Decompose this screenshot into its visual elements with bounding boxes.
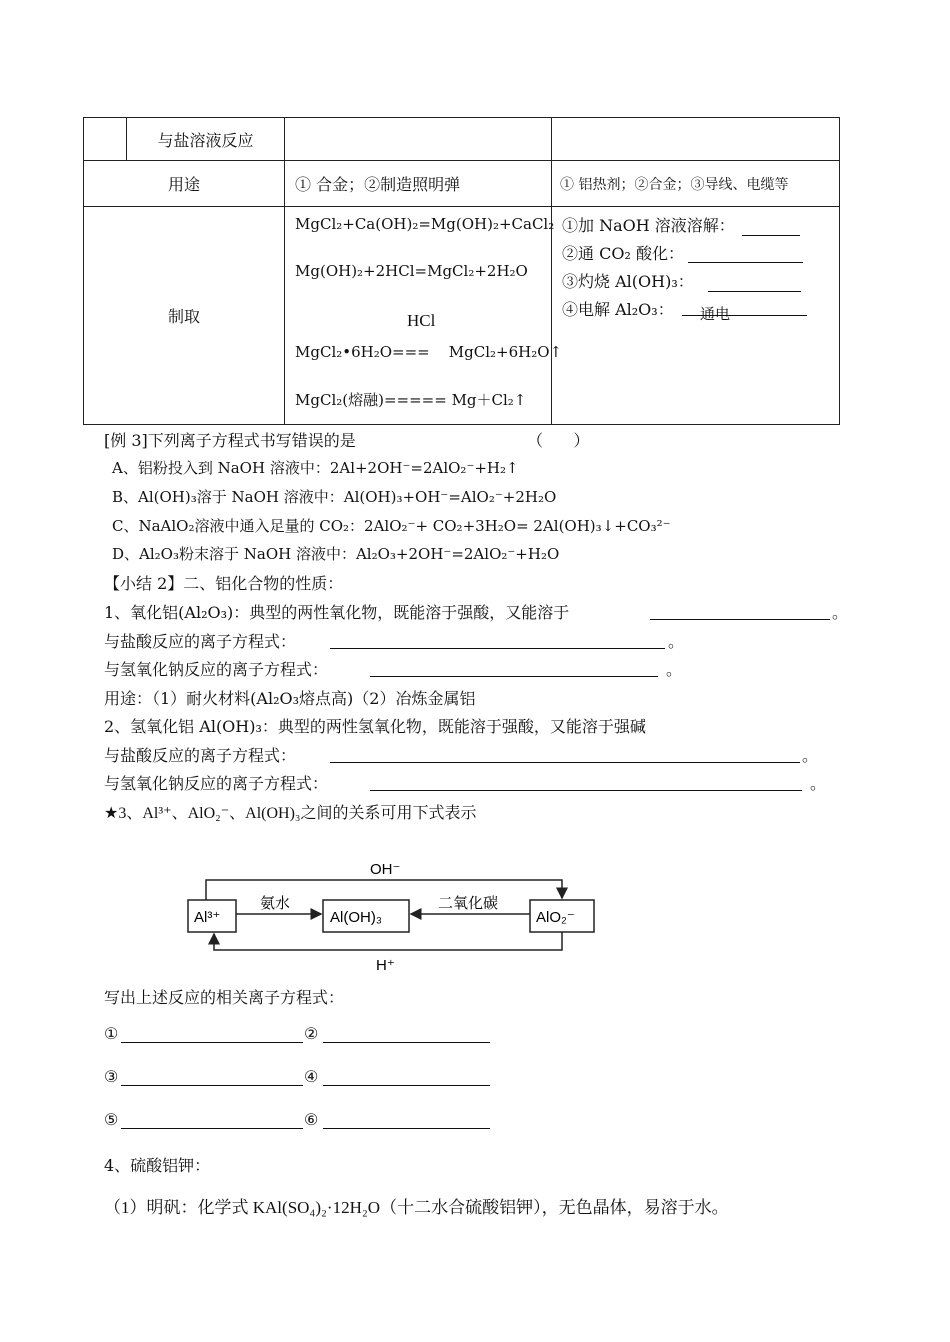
period-1: 。 [668, 632, 685, 651]
table-cell-al-prep [552, 207, 840, 425]
use-text: 用途：（1）耐火材料(Al₂O₃熔点高)（2）冶炼金属铝 [104, 689, 476, 708]
option-a[interactable]: A、铝粉投入到 NaOH 溶液中：2Al+2OH⁻=2AlO₂⁻+H₂↑ [112, 459, 519, 477]
aloh3-label: Al(OH)₃ [330, 909, 382, 926]
table-cell-mg-use [285, 161, 552, 207]
summary-s2: 2、氢氧化铝 Al(OH)₃：典型的两性氢氧化物，既能溶于强酸，又能溶于强碱 [104, 717, 646, 736]
aluminum-relationship-diagram [180, 850, 610, 975]
al-step1-blank [742, 235, 800, 236]
s1-period: 。 [832, 603, 849, 622]
mg-eq3: MgCl₂•6H₂O=== MgCl₂+6H₂O↑ [295, 343, 563, 361]
blank-4 [323, 1085, 490, 1086]
option-b[interactable]: B、Al(OH)₃溶于 NaOH 溶液中：Al(OH)₃+OH⁻=AlO₂⁻+2H₂O [112, 488, 557, 506]
blank-2 [323, 1042, 490, 1043]
naoh-eq-label-1: 与氢氧化钠反应的离子方程式： [104, 660, 329, 679]
naoh-eq-blank-1 [370, 676, 658, 677]
num-4: ④ [304, 1067, 319, 1086]
table-cell-prep-label [84, 207, 285, 425]
example-paren: （ ） [527, 431, 590, 450]
ammonia-label: 氨水 [260, 894, 291, 912]
blank-3 [121, 1085, 303, 1086]
al-step3: ③灼烧 Al(OH)₃： [562, 272, 694, 291]
num-1: ① [104, 1024, 119, 1043]
oh-label: OH⁻ [370, 861, 401, 878]
table-cell-al-salt [552, 118, 840, 161]
s1-blank [650, 619, 830, 620]
summary-heading: 【小结 2】二、铝化合物的性质： [104, 574, 344, 593]
h-arrow [214, 932, 562, 950]
summary-s3: ★3、Al³⁺、AlO₂⁻、Al(OH)₃之间的关系可用下式表示 [104, 805, 477, 822]
table-cell-use-label [84, 161, 285, 207]
naoh-eq-label-2: 与氢氧化钠反应的离子方程式： [104, 774, 329, 793]
period-2: 。 [666, 660, 683, 679]
option-c[interactable]: C、NaAlO₂溶液中通入足量的 CO₂：2AlO₂⁻+ CO₂+3H₂O= 2Al(OH)₃↓+CO₃²⁻ [112, 517, 671, 535]
example-title: [例 3]下列离子方程式书写错误的是 [104, 431, 356, 450]
al-electro-label: 通电 [700, 305, 731, 323]
al3-label: Al³⁺ [194, 909, 221, 926]
table-cell-al-use [552, 161, 840, 207]
hcl-eq-label-1: 与盐酸反应的离子方程式： [104, 632, 297, 651]
blank-1 [121, 1042, 303, 1043]
al-step3-blank [708, 291, 801, 292]
mg-eq2: Mg(OH)₂+2HCl=MgCl₂+2H₂O [295, 262, 528, 280]
h-label: H⁺ [376, 957, 395, 974]
use-label: 用途 [167, 175, 200, 194]
num-6: ⑥ [304, 1110, 319, 1129]
table-cell-salt-label [127, 118, 285, 161]
mg-hcl-label: HCl [407, 311, 436, 330]
alum-heading: 4、硫酸铝钾： [104, 1156, 211, 1175]
naoh-eq-blank-2 [370, 790, 802, 791]
mg-eq1: MgCl₂+Ca(OH)₂=Mg(OH)₂+CaCl₂ [295, 215, 555, 233]
num-5: ⑤ [104, 1110, 119, 1129]
prep-label: 制取 [167, 307, 200, 326]
period-4: 。 [810, 774, 827, 793]
properties-table [83, 117, 840, 425]
al-use-text: ① 铝热剂；②合金；③导线、电缆等 [560, 176, 789, 193]
al-step1: ①加 NaOH 溶液溶解： [562, 216, 735, 235]
al-step2-blank [688, 262, 803, 263]
alum-line1: （1）明矾：化学式 KAl(SO₄)₂·12H₂O（十二水合硫酸铝钾），无色晶体，易溶于水。 [104, 1198, 729, 1217]
co2-label: 二氧化碳 [438, 894, 499, 912]
table-cell-empty [84, 118, 127, 161]
write-prompt: 写出上述反应的相关离子方程式： [104, 988, 345, 1007]
num-2: ② [304, 1024, 319, 1043]
alo2-label: AlO₂⁻ [536, 909, 575, 926]
hcl-eq-blank-1 [330, 648, 665, 649]
mg-eq4: MgCl₂(熔融)===== Mg＋Cl₂↑ [295, 391, 527, 409]
table-cell-mg-prep [285, 207, 563, 425]
al-step4: ④电解 Al₂O₃： [562, 300, 674, 319]
num-3: ③ [104, 1067, 119, 1086]
hcl-eq-label-2: 与盐酸反应的离子方程式： [104, 746, 297, 765]
table-cell-mg-salt [285, 118, 552, 161]
blank-6 [323, 1128, 490, 1129]
al-step2: ②通 CO₂ 酸化： [562, 244, 684, 263]
salt-reaction-label: 与盐溶液反应 [157, 130, 254, 150]
mg-use-text: ① 合金；②制造照明弹 [295, 175, 461, 194]
option-d[interactable]: D、Al₂O₃粉末溶于 NaOH 溶液中：Al₂O₃+2OH⁻=2AlO₂⁻+H₂O [112, 545, 560, 563]
hcl-eq-blank-2 [330, 762, 800, 763]
period-3: 。 [802, 746, 819, 765]
blank-5 [121, 1128, 303, 1129]
summary-s1: 1、氧化铝(Al₂O₃)：典型的两性氧化物，既能溶于强酸，又能溶于 [104, 603, 570, 622]
